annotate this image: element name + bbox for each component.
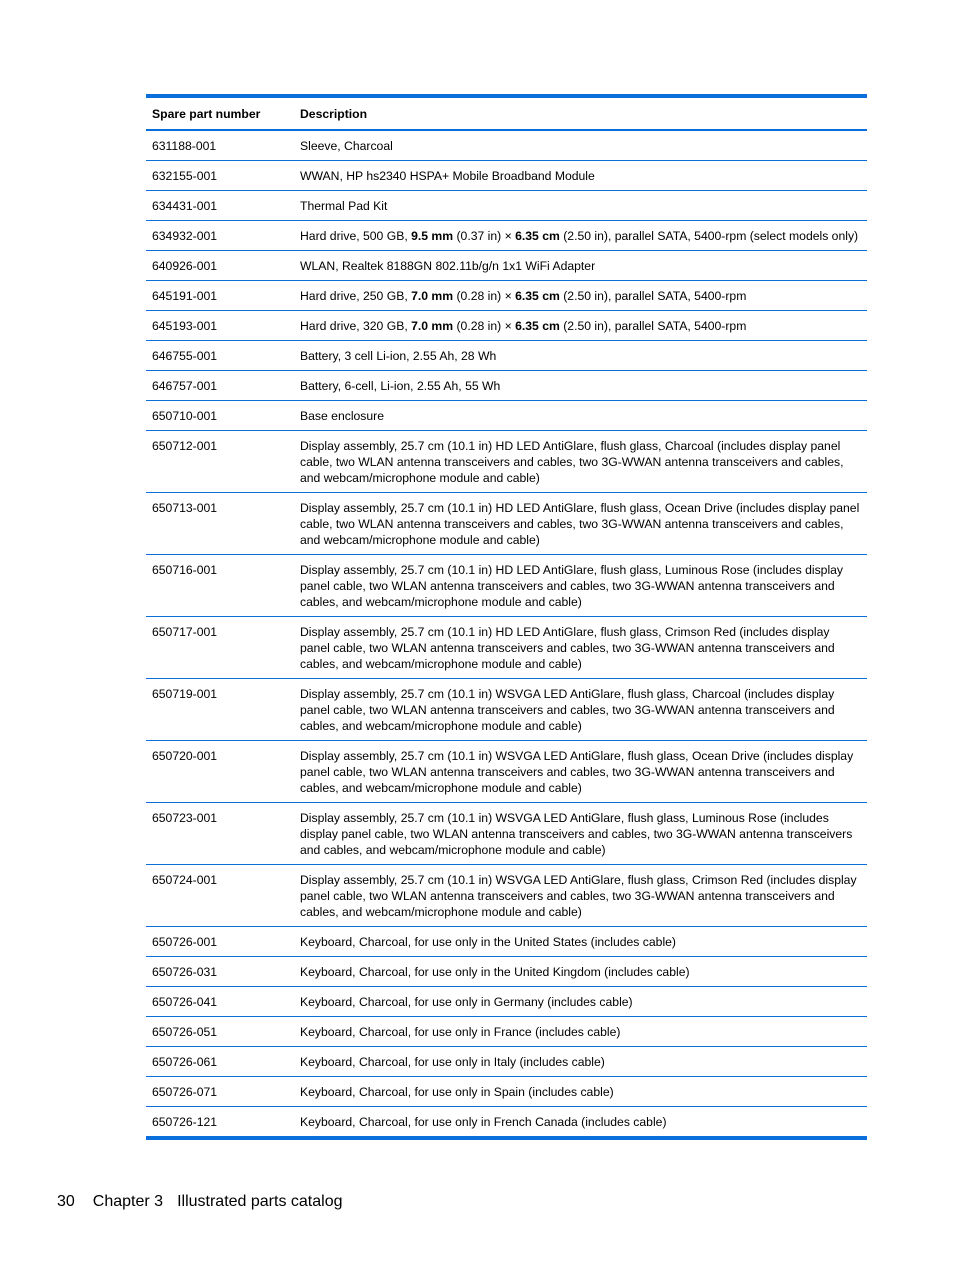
table-row (146, 130, 867, 161)
description-dimension: 9.5 mm (411, 229, 454, 243)
column-header-part-number: Spare part number (146, 98, 294, 130)
description-text: Battery, 6-cell, Li-ion, 2.55 Ah, 55 Wh (300, 379, 501, 393)
description-text: Display assembly, 25.7 cm (10.1 in) WSVGA LED AntiGlare, flush glass, Crimson Red (includes display panel cable, two WLAN antenna transceivers and cables, two 3G-WWAN antenna transceivers and cables, and webcam/microphone module and cable) (300, 873, 857, 919)
table-row (146, 617, 867, 679)
spare-part-number: 646757-001 (146, 371, 294, 401)
spare-part-number: 650713-001 (146, 493, 294, 555)
table-row (146, 803, 867, 865)
part-description (294, 431, 867, 493)
part-description (294, 251, 867, 281)
parts-table (146, 98, 867, 1136)
spare-part-number: 631188-001 (146, 130, 294, 161)
spare-part-number: 645191-001 (146, 281, 294, 311)
table-row (146, 251, 867, 281)
footer-title: Illustrated parts catalog (177, 1193, 343, 1210)
spare-part-number: 650726-041 (146, 987, 294, 1017)
description-text: Hard drive, 320 GB, (300, 319, 412, 333)
description-text: Thermal Pad Kit (300, 199, 388, 213)
table-row (146, 221, 867, 251)
part-description (294, 1077, 867, 1107)
table-row (146, 191, 867, 221)
description-text: Display assembly, 25.7 cm (10.1 in) HD LED AntiGlare, flush glass, Luminous Rose (includes display panel cable, two WLAN antenna transceivers and cables, two 3G-WWAN antenna transceivers and cables, and webcam/microphone module and cable) (300, 563, 844, 609)
part-description (294, 1107, 867, 1137)
description-text: Display assembly, 25.7 cm (10.1 in) HD LED AntiGlare, flush glass, Ocean Drive (includes display panel cable, two WLAN antenna transceivers and cables, two 3G-WWAN antenna transceivers and cables, and webcam/microphone module and cable) (300, 501, 860, 547)
part-description (294, 957, 867, 987)
page-number: 30 (57, 1193, 75, 1210)
description-text: Keyboard, Charcoal, for use only in Spain (includes cable) (300, 1085, 614, 1099)
part-description (294, 401, 867, 431)
spare-part-number: 650726-051 (146, 1017, 294, 1047)
description-text: Keyboard, Charcoal, for use only in the United States (includes cable) (300, 935, 676, 949)
spare-part-number: 650719-001 (146, 679, 294, 741)
part-description (294, 803, 867, 865)
spare-part-number: 650726-001 (146, 927, 294, 957)
table-header-row (146, 98, 867, 130)
part-description (294, 741, 867, 803)
spare-part-number: 650723-001 (146, 803, 294, 865)
description-text: (0.37 in) × (453, 229, 516, 243)
description-text: Sleeve, Charcoal (300, 139, 393, 153)
description-dimension: 6.35 cm (515, 289, 560, 303)
description-text: (2.50 in), parallel SATA, 5400-rpm (559, 289, 747, 303)
spare-part-number: 650726-071 (146, 1077, 294, 1107)
table-row (146, 1107, 867, 1137)
description-text: Keyboard, Charcoal, for use only in France (includes cable) (300, 1025, 621, 1039)
part-description (294, 987, 867, 1017)
table-body (146, 130, 867, 1136)
table-row (146, 341, 867, 371)
part-description (294, 1047, 867, 1077)
part-description (294, 617, 867, 679)
table-row (146, 555, 867, 617)
table-row (146, 401, 867, 431)
description-text: WLAN, Realtek 8188GN 802.11b/g/n 1x1 WiFi Adapter (300, 259, 596, 273)
description-dimension: 6.35 cm (515, 229, 560, 243)
description-text: Keyboard, Charcoal, for use only in Italy (includes cable) (300, 1055, 605, 1069)
description-text: WWAN, HP hs2340 HSPA+ Mobile Broadband Module (300, 169, 595, 183)
description-text: Keyboard, Charcoal, for use only in French Canada (includes cable) (300, 1115, 667, 1129)
table-row (146, 371, 867, 401)
spare-part-number: 634431-001 (146, 191, 294, 221)
spare-parts-table (146, 94, 867, 1140)
spare-part-number: 650726-031 (146, 957, 294, 987)
description-text: Hard drive, 250 GB, (300, 289, 412, 303)
table-row (146, 1047, 867, 1077)
spare-part-number: 645193-001 (146, 311, 294, 341)
spare-part-number: 640926-001 (146, 251, 294, 281)
spare-part-number: 650720-001 (146, 741, 294, 803)
spare-part-number: 634932-001 (146, 221, 294, 251)
table-row (146, 1077, 867, 1107)
part-description (294, 191, 867, 221)
table-row (146, 679, 867, 741)
table-row (146, 865, 867, 927)
part-description (294, 927, 867, 957)
table-row (146, 431, 867, 493)
footer-chapter: Chapter 3 (92, 1193, 164, 1210)
page-footer (57, 1192, 342, 1212)
part-description (294, 281, 867, 311)
description-text: Keyboard, Charcoal, for use only in the United Kingdom (includes cable) (300, 965, 690, 979)
table-bottom-rule (146, 1136, 867, 1140)
part-description (294, 311, 867, 341)
description-text: (2.50 in), parallel SATA, 5400-rpm (559, 319, 747, 333)
table-row (146, 1017, 867, 1047)
spare-part-number: 650717-001 (146, 617, 294, 679)
table-row (146, 987, 867, 1017)
description-text: (0.28 in) × (453, 289, 516, 303)
part-description (294, 221, 867, 251)
description-text: (2.50 in), parallel SATA, 5400-rpm (select models only) (559, 229, 859, 243)
description-text: Display assembly, 25.7 cm (10.1 in) WSVGA LED AntiGlare, flush glass, Ocean Drive (includes display panel cable, two WLAN antenna transceivers and cables, two 3G-WWAN antenna transceivers and cables, and webcam/microphone module and cable) (300, 749, 854, 795)
description-dimension: 6.35 cm (515, 319, 560, 333)
spare-part-number: 650724-001 (146, 865, 294, 927)
part-description (294, 130, 867, 161)
description-dimension: 7.0 mm (411, 319, 454, 333)
part-description (294, 493, 867, 555)
description-dimension: 7.0 mm (411, 289, 454, 303)
spare-part-number: 650726-121 (152, 1115, 218, 1129)
part-description (294, 865, 867, 927)
spare-part-number: 650716-001 (146, 555, 294, 617)
table-row (146, 493, 867, 555)
table-row (146, 281, 867, 311)
spare-part-number: 650726-061 (146, 1047, 294, 1077)
table-row (146, 927, 867, 957)
table-row (146, 161, 867, 191)
part-description (294, 371, 867, 401)
table-row (146, 311, 867, 341)
description-text: (0.28 in) × (453, 319, 516, 333)
description-text: Battery, 3 cell Li-ion, 2.55 Ah, 28 Wh (300, 349, 497, 363)
column-header-description: Description (294, 98, 867, 130)
table-row (146, 957, 867, 987)
spare-part-number: 646755-001 (146, 341, 294, 371)
part-description (294, 679, 867, 741)
description-text: Keyboard, Charcoal, for use only in Germany (includes cable) (300, 995, 633, 1009)
description-text: Display assembly, 25.7 cm (10.1 in) HD LED AntiGlare, flush glass, Charcoal (includes display panel cable, two WLAN antenna transceivers and cables, two 3G-WWAN antenna transceivers and cables, and webcam/microphone module and cable) (300, 439, 844, 485)
part-description (294, 161, 867, 191)
spare-part-number: 650712-001 (146, 431, 294, 493)
description-text: Display assembly, 25.7 cm (10.1 in) WSVGA LED AntiGlare, flush glass, Charcoal (includes display panel cable, two WLAN antenna transceivers and cables, two 3G-WWAN antenna transceivers and cables, and webcam/microphone module and cable) (300, 687, 835, 733)
description-text: Hard drive, 500 GB, (300, 229, 412, 243)
part-description (294, 1017, 867, 1047)
table-row (146, 741, 867, 803)
part-description (294, 555, 867, 617)
spare-part-number: 632155-001 (146, 161, 294, 191)
spare-part-number: 650710-001 (146, 401, 294, 431)
description-text: Display assembly, 25.7 cm (10.1 in) WSVGA LED AntiGlare, flush glass, Luminous Rose (includes display panel cable, two WLAN antenna transceivers and cables, two 3G-WWAN antenna transceivers and cables, and webcam/microphone module and cable) (300, 811, 853, 857)
part-description (294, 341, 867, 371)
description-text: Display assembly, 25.7 cm (10.1 in) HD LED AntiGlare, flush glass, Crimson Red (includes display panel cable, two WLAN antenna transceivers and cables, two 3G-WWAN antenna transceivers and cables, and webcam/microphone module and cable) (300, 625, 835, 671)
description-text: Base enclosure (300, 409, 385, 423)
